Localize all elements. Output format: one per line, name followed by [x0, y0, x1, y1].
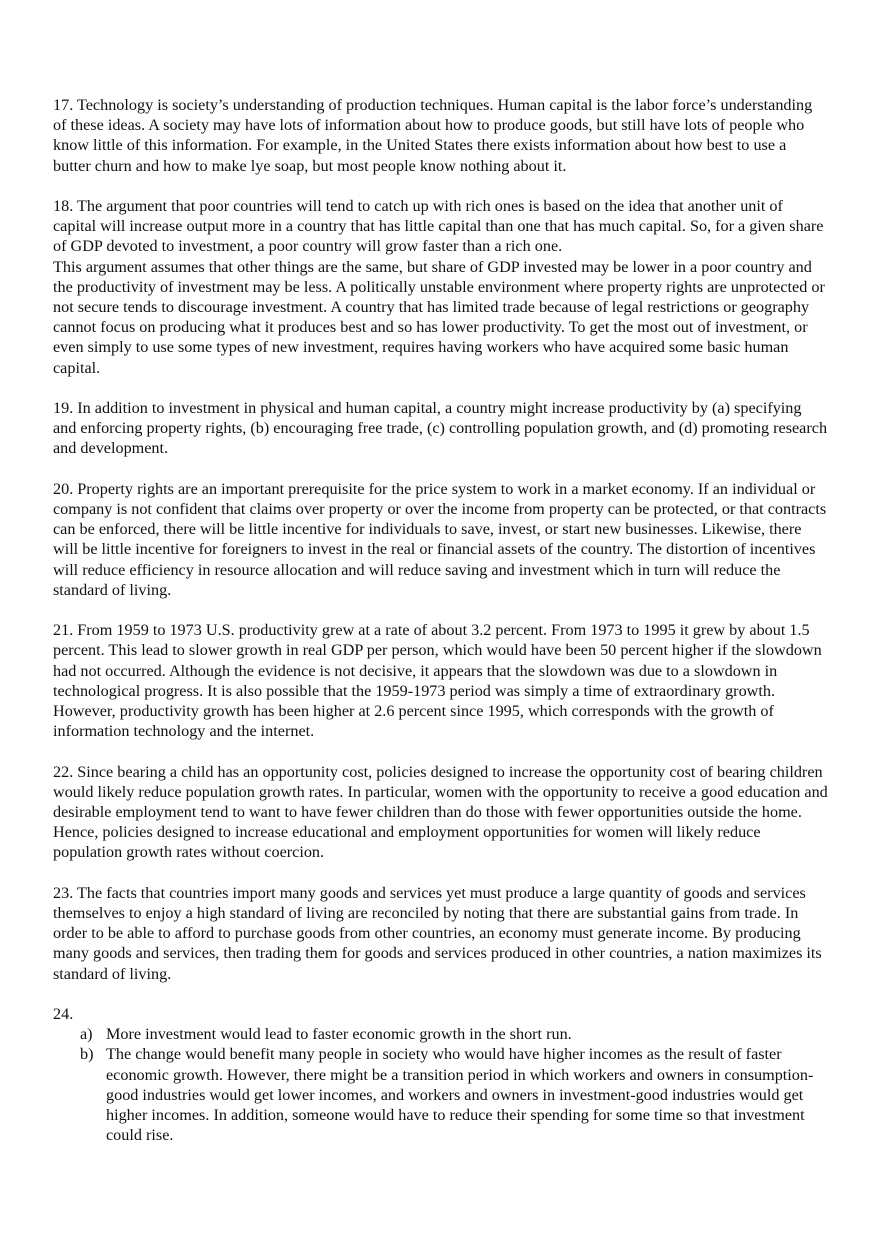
- answer-21: [53, 620, 828, 741]
- subitem-marker: b): [80, 1045, 94, 1064]
- answer-18: [53, 196, 828, 378]
- document-page: [53, 95, 828, 1166]
- answer-24: [53, 1004, 828, 1145]
- answer-18-text-part-2: This argument assumes that other things are the same, but share of GDP invested may be lower in a poor country and the productivity of investment may be less. A politically unstable environment where property rights are unprotected or not secure tends to discourage investment. A country that has limited trade because of legal restrictions or geography cannot focus on producing what it produces best and so has lower productivity. To get the most out of investment, or even simply to use some types of new investment, requires having workers who have acquired some basic human capital.: [53, 257, 825, 377]
- subitem-text: The change would benefit many people in society who would have higher incomes as the result of faster economic growth. However, there might be a transition period in which workers and owners in consumption-good industries would get lower incomes, and workers and owners in investment-good industries would get higher incomes. In addition, someone would have to reduce their spending for some time so that investment could rise.: [106, 1045, 814, 1145]
- answer-21-text: 21. From 1959 to 1973 U.S. productivity grew at a rate of about 3.2 percent. From 1973 to 1995 it grew by about 1.5 percent. This lead to slower growth in real GDP per person, which would have been 50 percent higher if the slowdown had not occurred. Although the evidence is not decisive, it appears that the slowdown was due to a slowdown in technological progress. It is also possible that the 1959-1973 period was simply a time of extraordinary growth. However, productivity growth has been higher at 2.6 percent since 1995, which corresponds with the growth of information technology and the internet.: [53, 621, 822, 741]
- answer-19: [53, 398, 828, 459]
- answer-20: [53, 479, 828, 600]
- answer-22: [53, 762, 828, 863]
- answer-22-text: 22. Since bearing a child has an opportunity cost, policies designed to increase the opportunity cost of bearing children would likely reduce population growth rates. In particular, women with the opportunity to receive a good education and desirable employment tend to want to have fewer children than do those with fewer opportunities outside the home. Hence, policies designed to increase educational and employment opportunities for women will likely reduce population growth rates without coercion.: [53, 762, 828, 862]
- subitem-text: More investment would lead to faster economic growth in the short run.: [106, 1025, 572, 1044]
- answer-23-text: 23. The facts that countries import many goods and services yet must produce a large quantity of goods and services themselves to enjoy a high standard of living are reconciled by noting that there are substantial gains from trade. In order to be able to afford to purchase goods from other countries, an economy must generate income. By producing many goods and services, then trading them for goods and services produced in other countries, a nation maximizes its standard of living.: [53, 883, 822, 983]
- answer-24-subitem-a: [53, 1024, 828, 1044]
- answer-24-subitem-b: [53, 1044, 828, 1145]
- answer-17-text: 17. Technology is society’s understanding of production techniques. Human capital is the labor force’s understanding of these ideas. A society may have lots of information about how to produce goods, but still have lots of people who know little of this information. For example, in the United States there exists information about how best to use a butter churn and how to make lye soap, but most people know nothing about it.: [53, 96, 813, 175]
- answer-24-number: 24.: [53, 1005, 74, 1024]
- answer-23: [53, 883, 828, 984]
- subitem-marker: a): [80, 1025, 93, 1044]
- answer-18-text-part-1: 18. The argument that poor countries will tend to catch up with rich ones is based on the idea that another unit of capital will increase output more in a country that has little capital than one that has much capital. So, for a given share of GDP devoted to investment, a poor country will grow faster than a rich one.: [53, 197, 824, 256]
- answer-20-text: 20. Property rights are an important prerequisite for the price system to work in a market economy. If an individual or company is not confident that claims over property or over the income from property can be protected, or that contracts can be enforced, there will be little incentive for individuals to save, invest, or start new businesses. Likewise, there will be little incentive for foreigners to invest in the real or financial assets of the country. The distortion of incentives will reduce efficiency in resource allocation and will reduce saving and investment which in turn will reduce the standard of living.: [53, 479, 827, 599]
- answer-17: [53, 95, 828, 176]
- answer-24-subitems: [53, 1024, 828, 1145]
- answer-19-text: 19. In addition to investment in physical and human capital, a country might increase productivity by (a) specifying and enforcing property rights, (b) encouraging free trade, (c) controlling population growth, and (d) promoting research and development.: [53, 399, 828, 458]
